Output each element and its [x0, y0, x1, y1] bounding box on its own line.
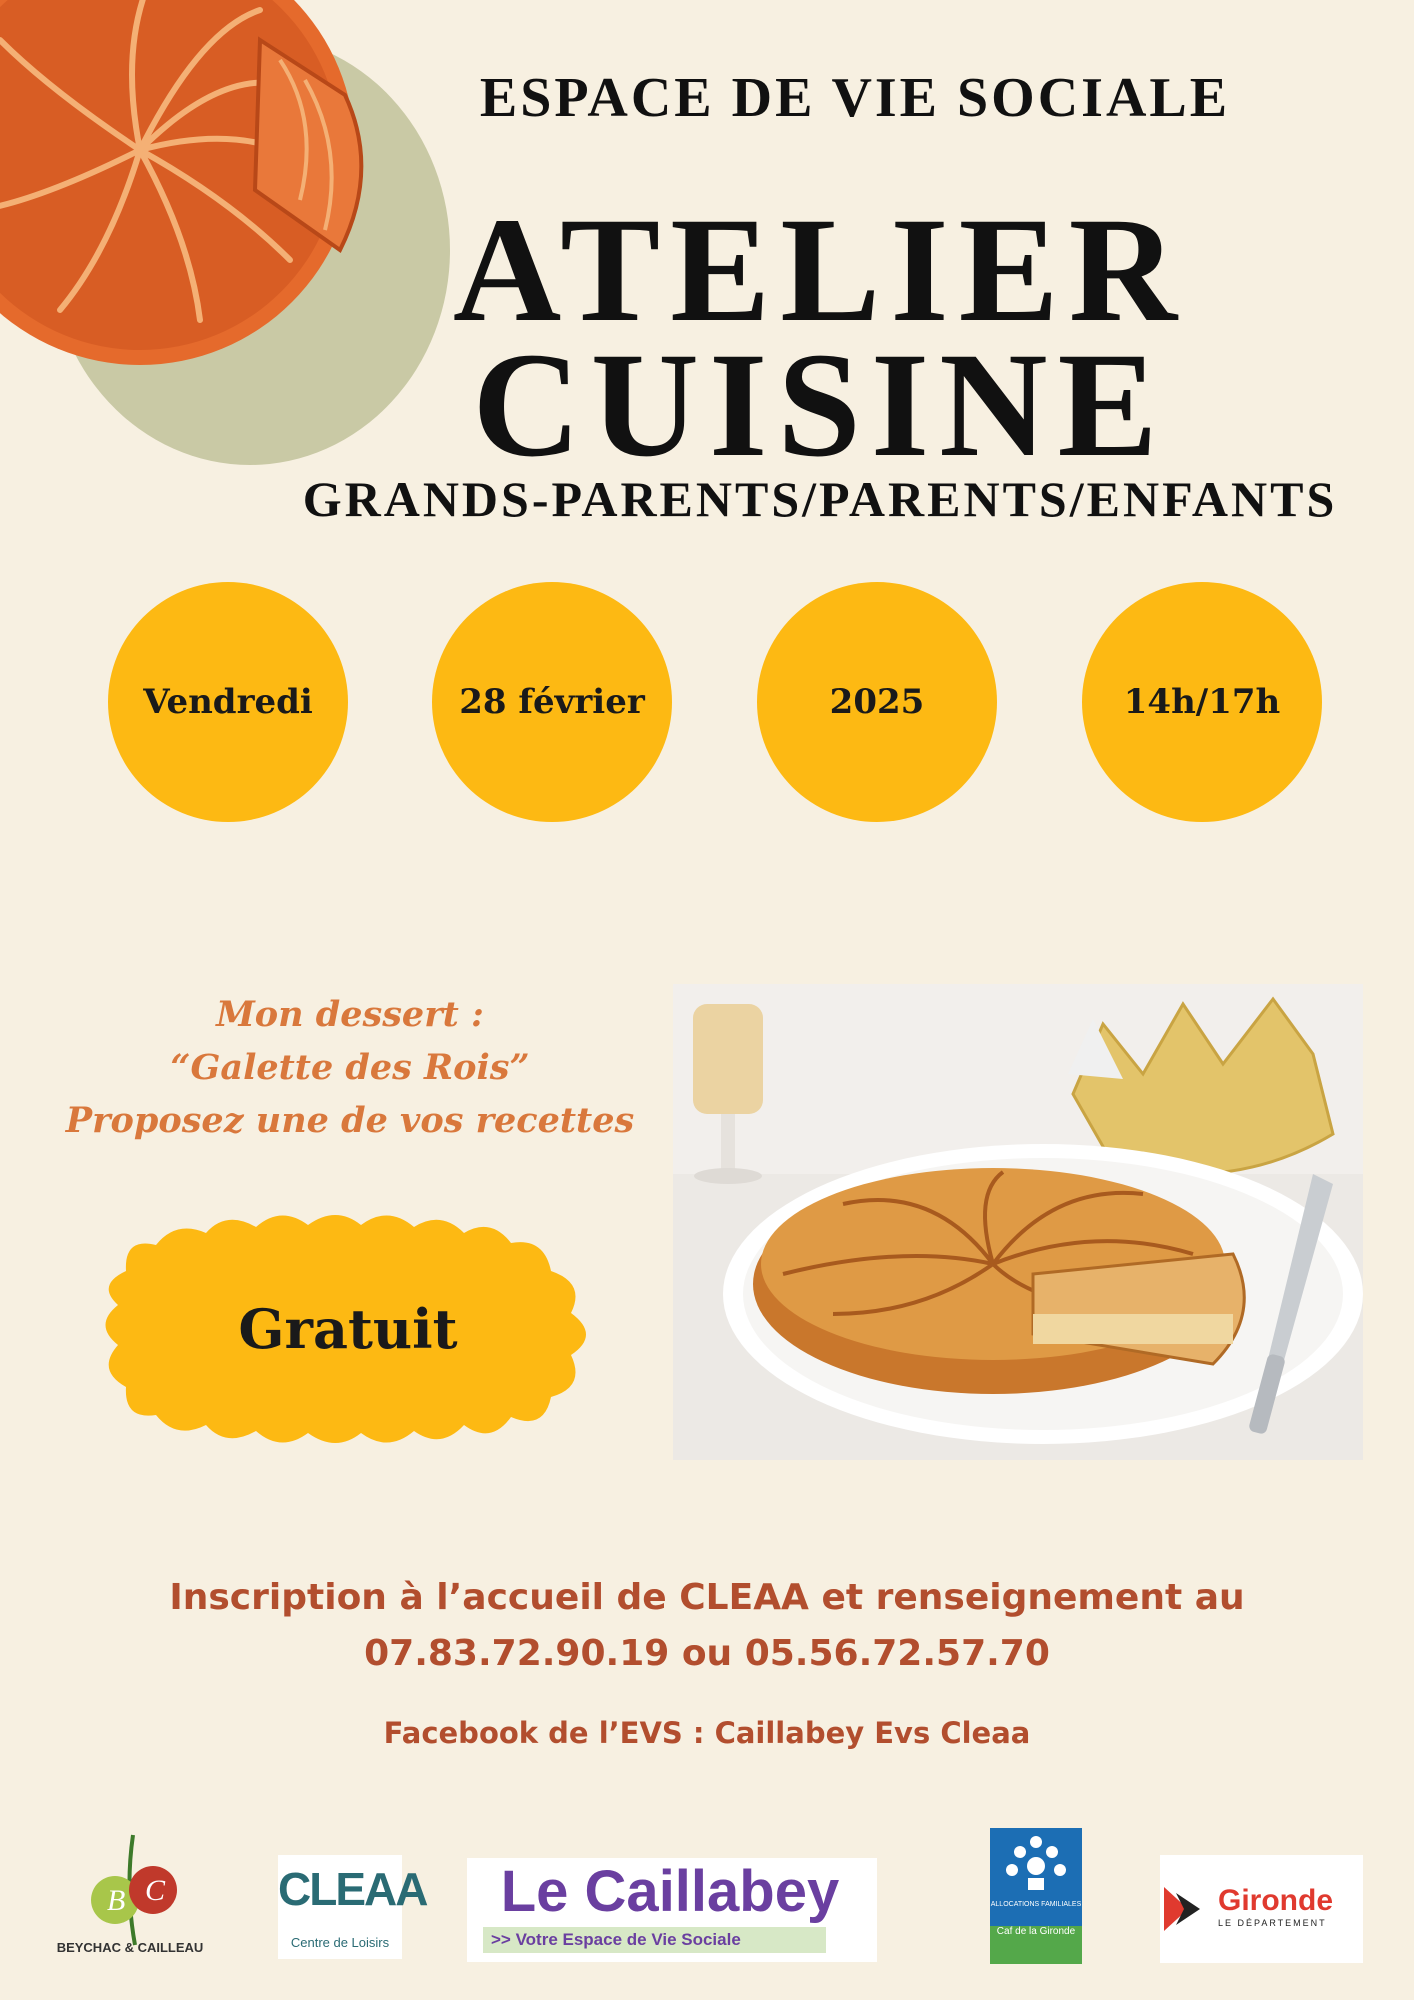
- day-circle: [108, 582, 348, 822]
- time-label: 14h/17h: [1123, 682, 1281, 722]
- galette-illustration: [0, 0, 470, 470]
- title-line-1: ATELIER: [452, 187, 1188, 353]
- year-circle: [757, 582, 997, 822]
- dessert-description: [30, 988, 670, 1147]
- registration-line-1: Inscription à l’accueil de CLEAA et renseignement au: [169, 1577, 1245, 1618]
- caf-emblem-icon: [990, 1828, 1082, 1898]
- facebook-info: Facebook de l’EVS : Caillabey Evs Cleaa: [383, 1716, 1031, 1750]
- caillabey-logo-name: Le Caillabey: [500, 1859, 840, 1924]
- organization-kicker: ESPACE DE VIE SOCIALE: [479, 67, 1231, 129]
- title-line-2: CUISINE: [472, 322, 1168, 488]
- gironde-arrow-icon: [1160, 1855, 1220, 1963]
- beychac-cailleau-label: BEYCHAC & CAILLEAU: [56, 1940, 204, 1955]
- date-label: 28 février: [459, 682, 645, 722]
- time-circle: [1082, 582, 1322, 822]
- gironde-logo-name: Gironde: [1218, 1884, 1334, 1917]
- galette-photo: [673, 984, 1363, 1460]
- audience-subtitle: GRANDS-PARENTS/PARENTS/ENFANTS: [302, 471, 1338, 527]
- dessert-line-2: “Galette des Rois”: [170, 1047, 530, 1088]
- caf-logo-region: Caf de la Gironde: [990, 1926, 1082, 1964]
- year-label: 2025: [829, 682, 925, 722]
- dessert-line-3: Proposez une de vos recettes: [65, 1100, 635, 1141]
- caillabey-logo-tagline: >> Votre Espace de Vie Sociale: [483, 1927, 826, 1953]
- day-label: Vendredi: [143, 682, 313, 722]
- date-circle: [432, 582, 672, 822]
- svg-text:B: B: [107, 1884, 126, 1917]
- registration-phones: 07.83.72.90.19 ou 05.56.72.57.70: [364, 1633, 1050, 1674]
- price-label: Gratuit: [238, 1297, 458, 1361]
- gironde-logo-subtitle: LE DÉPARTEMENT: [1218, 1918, 1327, 1928]
- cleaa-logo-name: CLEAA: [278, 1863, 427, 1915]
- dessert-line-1: Mon dessert :: [216, 994, 484, 1035]
- svg-text:C: C: [145, 1874, 166, 1907]
- caf-logo-text: ALLOCATIONS FAMILIALES: [990, 1901, 1082, 1908]
- registration-info: [100, 1570, 1314, 1682]
- cleaa-logo-subtitle: Centre de Loisirs: [290, 1935, 390, 1950]
